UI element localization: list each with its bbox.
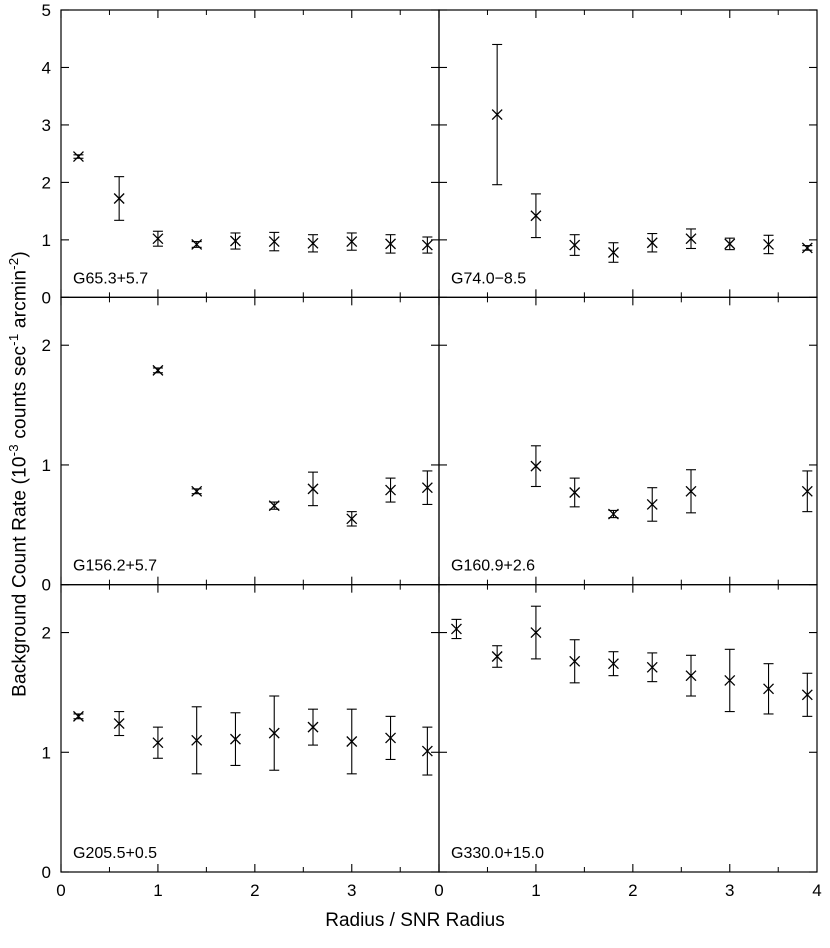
y-axis-label-exp3: -2 <box>6 257 21 270</box>
y-axis-label-exp2: -1 <box>6 333 21 346</box>
svg-text:1: 1 <box>41 230 51 250</box>
svg-text:0: 0 <box>56 881 66 900</box>
panel-label: G330.0+15.0 <box>451 845 544 862</box>
svg-text:0: 0 <box>41 288 51 308</box>
panel-G74.0−8.5 <box>439 10 817 297</box>
panel-label: G156.2+5.7 <box>73 557 158 575</box>
y-axis-label-text2: counts sec <box>9 345 31 445</box>
svg-text:4: 4 <box>41 58 51 78</box>
svg-text:2: 2 <box>628 881 638 900</box>
y-axis-label-exp1: -3 <box>6 444 21 457</box>
svg-text:0: 0 <box>41 863 51 882</box>
y-axis-label-text: Background Count Rate (10 <box>9 456 31 697</box>
panel-label: G74.0−8.5 <box>451 270 527 288</box>
svg-text:1: 1 <box>531 881 541 900</box>
panel-G205.5+0.5 <box>42 585 439 900</box>
panel-G65.3+5.7 <box>42 1 439 307</box>
svg-text:5: 5 <box>41 1 51 20</box>
panel-G160.9+2.6 <box>439 297 817 584</box>
svg-text:3: 3 <box>41 115 51 135</box>
svg-text:2: 2 <box>41 336 51 356</box>
svg-text:2: 2 <box>250 881 260 900</box>
svg-text:0: 0 <box>434 881 444 900</box>
svg-text:3: 3 <box>725 881 735 900</box>
x-axis-label: Radius / SNR Radius <box>325 910 505 931</box>
y-axis-label-text4: ) <box>9 251 31 258</box>
panel-label: G65.3+5.7 <box>73 270 149 288</box>
svg-text:2: 2 <box>41 623 51 643</box>
panel-label: G205.5+0.5 <box>73 845 158 862</box>
panel-G330.0+15.0 <box>434 585 821 900</box>
svg-text:1: 1 <box>41 455 51 475</box>
svg-text:3: 3 <box>347 881 357 900</box>
svg-text:2: 2 <box>41 173 51 193</box>
y-axis-label-text3: arcmin <box>9 269 31 334</box>
panel-G156.2+5.7 <box>42 297 439 594</box>
svg-text:0: 0 <box>41 575 51 595</box>
panel-label: G160.9+2.6 <box>451 557 536 575</box>
svg-text:4: 4 <box>812 881 822 900</box>
svg-text:1: 1 <box>41 743 51 763</box>
svg-text:1: 1 <box>153 881 163 900</box>
